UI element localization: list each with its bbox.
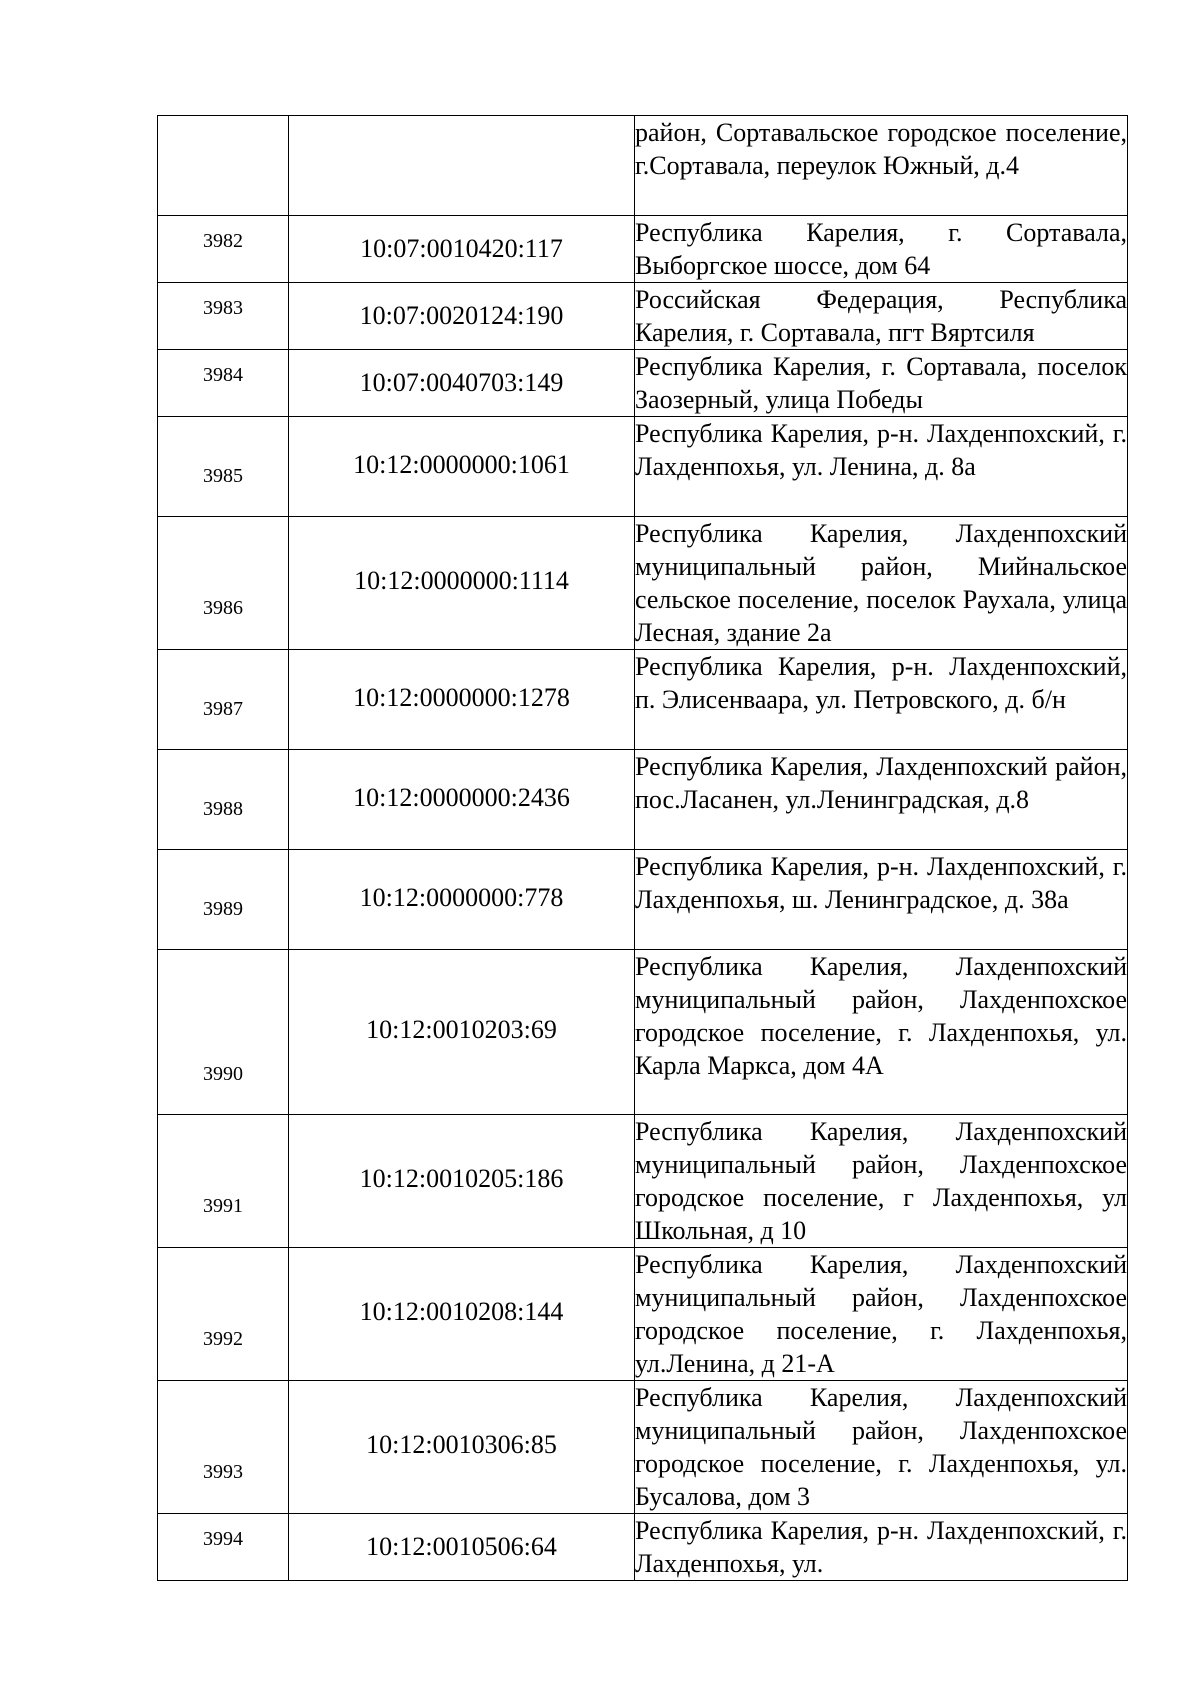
address-cell: Республика Карелия, г. Сортавала, Выборгское шоссе, дом 64 (635, 216, 1128, 283)
cadastral-number-cell: 10:12:0010506:64 (289, 1514, 635, 1581)
table-row (158, 1381, 1128, 1514)
table-row (158, 517, 1128, 650)
cadastral-number-cell: 10:12:0000000:2436 (289, 750, 635, 850)
address-cell: Республика Карелия, г. Сортавала, поселок Заозерный, улица Победы (635, 350, 1128, 417)
row-number-cell: 3991 (158, 1115, 289, 1248)
cadastral-number-cell: 10:12:0000000:1278 (289, 650, 635, 750)
address-cell: Республика Карелия, р-н. Лахденпохский, г. Лахденпохья, ул. (635, 1514, 1128, 1581)
table-row (158, 350, 1128, 417)
cadastral-number-cell: 10:07:0040703:149 (289, 350, 635, 417)
row-number-cell: 3989 (158, 850, 289, 950)
cadastral-number-cell: 10:12:0010208:144 (289, 1248, 635, 1381)
row-number-cell: 3983 (158, 283, 289, 350)
cadastral-number-cell: 10:12:0010203:69 (289, 950, 635, 1115)
registry-table (157, 115, 1128, 1581)
address-cell: район, Сортавальское городское поселение, г.Сортавала, переулок Южный, д.4 (635, 116, 1128, 216)
table-row (158, 1115, 1128, 1248)
table-row (158, 850, 1128, 950)
row-number-cell: 3988 (158, 750, 289, 850)
cadastral-number-cell: 10:12:0000000:1114 (289, 517, 635, 650)
table-row (158, 750, 1128, 850)
row-number-cell: 3993 (158, 1381, 289, 1514)
row-number-cell: 3992 (158, 1248, 289, 1381)
table-row (158, 283, 1128, 350)
address-cell: Российская Федерация, Республика Карелия, г. Сортавала, пгт Вяртсиля (635, 283, 1128, 350)
cadastral-number-cell: 10:07:0010420:117 (289, 216, 635, 283)
address-cell: Республика Карелия, р-н. Лахденпохский, п. Элисенваара, ул. Петровского, д. б/н (635, 650, 1128, 750)
address-cell: Республика Карелия, р-н. Лахденпохский, г. Лахденпохья, ш. Ленинградское, д. 38а (635, 850, 1128, 950)
row-number-cell: 3987 (158, 650, 289, 750)
row-number-cell (158, 116, 289, 216)
cadastral-number-cell: 10:12:0000000:778 (289, 850, 635, 950)
row-number-cell: 3985 (158, 417, 289, 517)
address-cell: Республика Карелия, Лахденпохский муниципальный район, Лахденпохское городское поселение, г. Лахденпохья, ул. Карла Маркса, дом 4А (635, 950, 1128, 1115)
cadastral-number-cell: 10:07:0020124:190 (289, 283, 635, 350)
table-row (158, 417, 1128, 517)
address-cell: Республика Карелия, р-н. Лахденпохский, г. Лахденпохья, ул. Ленина, д. 8а (635, 417, 1128, 517)
address-cell: Республика Карелия, Лахденпохский муниципальный район, Лахденпохское городское поселение, г. Лахденпохья, ул.Ленина, д 21-А (635, 1248, 1128, 1381)
address-cell: Республика Карелия, Лахденпохский муниципальный район, Лахденпохское городское поселение, г. Лахденпохья, ул. Бусалова, дом 3 (635, 1381, 1128, 1514)
table-row (158, 216, 1128, 283)
table-row (158, 650, 1128, 750)
table-row (158, 1514, 1128, 1581)
table-row (158, 950, 1128, 1115)
row-number-cell: 3990 (158, 950, 289, 1115)
address-cell: Республика Карелия, Лахденпохский район, пос.Ласанен, ул.Ленинградская, д.8 (635, 750, 1128, 850)
table-row (158, 1248, 1128, 1381)
cadastral-number-cell: 10:12:0000000:1061 (289, 417, 635, 517)
row-number-cell: 3994 (158, 1514, 289, 1581)
address-cell: Республика Карелия, Лахденпохский муниципальный район, Мийнальское сельское поселение, поселок Раухала, улица Лесная, здание 2а (635, 517, 1128, 650)
table-row (158, 116, 1128, 216)
cadastral-number-cell: 10:12:0010205:186 (289, 1115, 635, 1248)
cadastral-number-cell: 10:12:0010306:85 (289, 1381, 635, 1514)
row-number-cell: 3986 (158, 517, 289, 650)
address-cell: Республика Карелия, Лахденпохский муниципальный район, Лахденпохское городское поселение, г Лахденпохья, ул Школьная, д 10 (635, 1115, 1128, 1248)
row-number-cell: 3982 (158, 216, 289, 283)
cadastral-number-cell (289, 116, 635, 216)
row-number-cell: 3984 (158, 350, 289, 417)
